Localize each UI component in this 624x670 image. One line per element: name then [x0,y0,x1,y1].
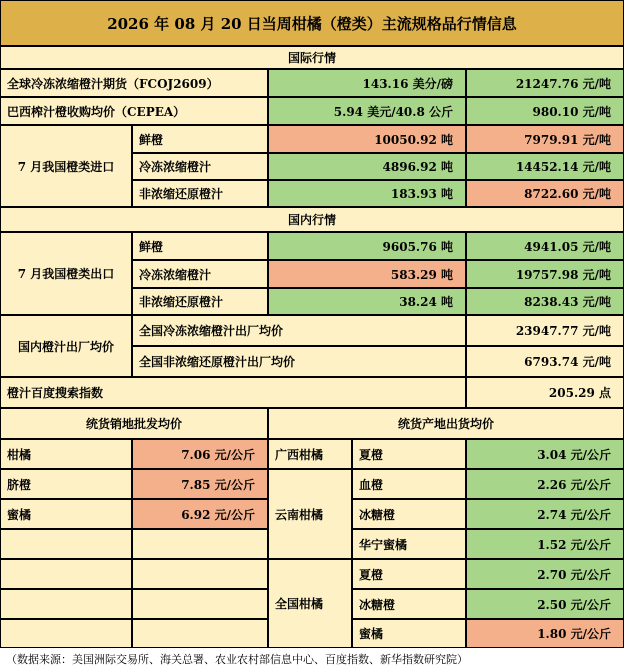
wholesale-item-name: 柑橘 [0,439,132,469]
empty-cell [0,589,132,619]
import-item-qty: 183.93 吨 [268,180,466,207]
fcoj-price-yuan: 21247.76 元/吨 [466,69,624,97]
empty-cell [132,619,268,648]
cepea-label: 巴西榨汁橙收购均价（CEPEA） [0,97,268,125]
origin-item-name: 华宁蜜橘 [352,529,466,559]
origin-item-name: 冰糖橙 [352,589,466,619]
wholesale-item-price: 7.06 元/公斤 [132,439,268,469]
factory-item-name: 全国冷冻浓缩橙汁出厂均价 [132,315,466,346]
region-national: 全国柑橘 [268,559,352,648]
wholesale-item-price: 7.85 元/公斤 [132,469,268,499]
export-group-label: 7 月我国橙类出口 [0,232,132,315]
import-item-price: 7979.91 元/吨 [466,125,624,153]
export-item-price: 8238.43 元/吨 [466,288,624,315]
export-item-price: 19757.98 元/吨 [466,260,624,288]
empty-cell [0,559,132,589]
fcoj-label: 全球冷冻浓缩橙汁期货（FCOJ2609） [0,69,268,97]
origin-item-price: 2.70 元/公斤 [466,559,624,589]
fcoj-price-cents: 143.16 美分/磅 [268,69,466,97]
origin-item-price: 2.50 元/公斤 [466,589,624,619]
data-source-footer: （数据来源：美国洲际交易所、海关总署、农业农村部信息中心、百度指数、新华指数研究院） [6,653,468,666]
export-item-name: 冷冻浓缩橙汁 [132,260,268,288]
export-item-qty: 9605.76 吨 [268,232,466,260]
export-item-price: 4941.05 元/吨 [466,232,624,260]
export-item-qty: 583.29 吨 [268,260,466,288]
export-item-name: 非浓缩还原橙汁 [132,288,268,315]
section-origin-header: 统货产地出货均价 [268,408,624,439]
import-item-name: 冷冻浓缩橙汁 [132,153,268,180]
empty-cell [132,529,268,559]
origin-item-name: 血橙 [352,469,466,499]
import-item-qty: 4896.92 吨 [268,153,466,180]
import-group-label: 7 月我国橙类进口 [0,125,132,207]
wholesale-item-price: 6.92 元/公斤 [132,499,268,529]
export-item-qty: 38.24 吨 [268,288,466,315]
origin-item-name: 冰糖橙 [352,499,466,529]
origin-item-price: 3.04 元/公斤 [466,439,624,469]
origin-item-name: 蜜橘 [352,619,466,648]
import-item-name: 非浓缩还原橙汁 [132,180,268,207]
origin-item-price: 1.52 元/公斤 [466,529,624,559]
origin-item-name: 夏橙 [352,439,466,469]
cepea-price-usd: 5.94 美元/40.8 公斤 [268,97,466,125]
region-guangxi: 广西柑橘 [268,439,352,469]
wholesale-item-name: 蜜橘 [0,499,132,529]
import-item-name: 鲜橙 [132,125,268,153]
export-item-name: 鲜橙 [132,232,268,260]
cepea-price-yuan: 980.10 元/吨 [466,97,624,125]
section-wholesale-header: 统货销地批发均价 [0,408,268,439]
section-international-header: 国际行情 [0,46,624,69]
origin-item-price: 1.80 元/公斤 [466,619,624,648]
factory-group-label: 国内橙汁出厂均价 [0,315,132,377]
empty-cell [0,619,132,648]
factory-item-price: 23947.77 元/吨 [466,315,624,346]
factory-item-name: 全国非浓缩还原橙汁出厂均价 [132,346,466,377]
import-item-price: 8722.60 元/吨 [466,180,624,207]
origin-item-price: 2.74 元/公斤 [466,499,624,529]
page-title: 2026 年 08 月 20 日当周柑橘（橙类）主流规格品行情信息 [0,0,624,46]
region-yunnan: 云南柑橘 [268,469,352,559]
baidu-index-value: 205.29 点 [466,377,624,408]
import-item-qty: 10050.92 吨 [268,125,466,153]
wholesale-item-name: 脐橙 [0,469,132,499]
origin-item-name: 夏橙 [352,559,466,589]
section-domestic-header: 国内行情 [0,207,624,232]
baidu-index-label: 橙汁百度搜索指数 [0,377,466,408]
empty-cell [132,559,268,589]
origin-item-price: 2.26 元/公斤 [466,469,624,499]
empty-cell [0,529,132,559]
empty-cell [132,589,268,619]
import-item-price: 14452.14 元/吨 [466,153,624,180]
factory-item-price: 6793.74 元/吨 [466,346,624,377]
